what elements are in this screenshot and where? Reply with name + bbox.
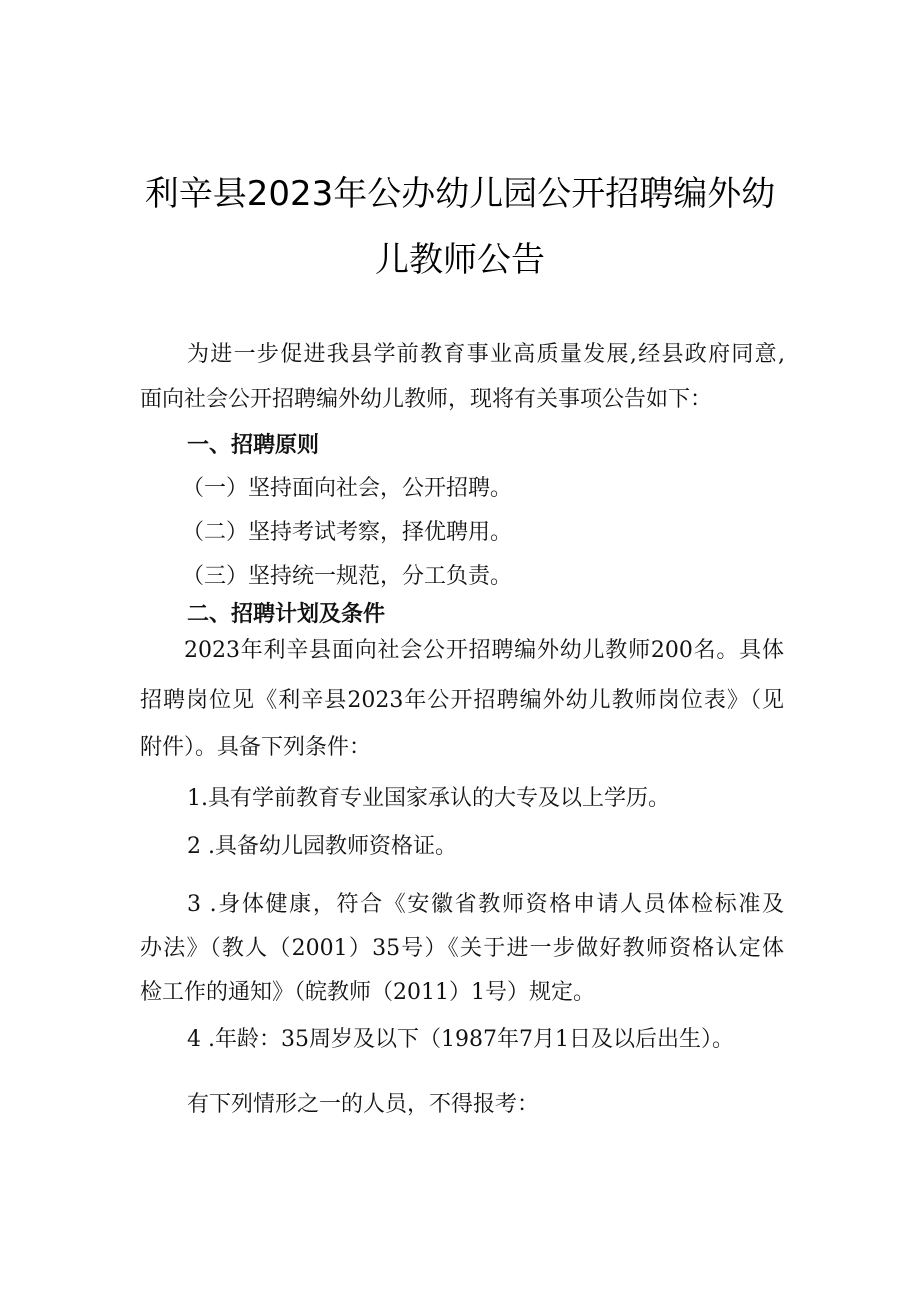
principle-item-3: （三）坚持统一规范，分工负责。	[182, 564, 513, 589]
condition-item-3-line-2: 办法》（教人（2001）35号）《关于进一步做好教师资格认定体	[140, 936, 784, 961]
intro-line-1: 为进一步促进我县学前教育事业高质量发展,经县政府同意,	[187, 342, 785, 367]
plan-line-2: 招聘岗位见《利辛县2023年公开招聘编外幼儿教师岗位表》（见	[140, 688, 784, 713]
plan-line-1: 2023年利辛县面向社会公开招聘编外幼儿教师200名。具体	[184, 638, 784, 663]
section-heading-principles: 一、招聘原则	[187, 433, 320, 458]
condition-item-4: 4 .年龄：35周岁及以下（1987年7月1日及以后出生）。	[187, 1027, 734, 1052]
condition-item-2: 2 .具备幼儿园教师资格证。	[187, 834, 457, 859]
plan-line-3: 附件）。具备下列条件：	[140, 735, 372, 760]
condition-item-3-line-3: 检工作的通知》（皖教师（2011）1号）规定。	[140, 980, 595, 1005]
principle-item-1: （一）坚持面向社会，公开招聘。	[182, 476, 513, 501]
document-title-line-2: 儿教师公告	[375, 240, 545, 280]
section-heading-plan: 二、招聘计划及条件	[187, 602, 386, 627]
exclusion-intro: 有下列情形之一的人员，不得报考：	[187, 1092, 540, 1117]
document-title-line-1: 利辛县2023年公办幼儿园公开招聘编外幼	[144, 174, 776, 214]
intro-line-2: 面向社会公开招聘编外幼儿教师，现将有关事项公告如下：	[140, 387, 713, 412]
condition-item-3-line-1: 3 .身体健康，符合《安徽省教师资格申请人员体检标准及	[187, 892, 784, 917]
condition-item-1: 1.具有学前教育专业国家承认的大专及以上学历。	[187, 786, 670, 811]
principle-item-2: （二）坚持考试考察，择优聘用。	[182, 520, 513, 545]
